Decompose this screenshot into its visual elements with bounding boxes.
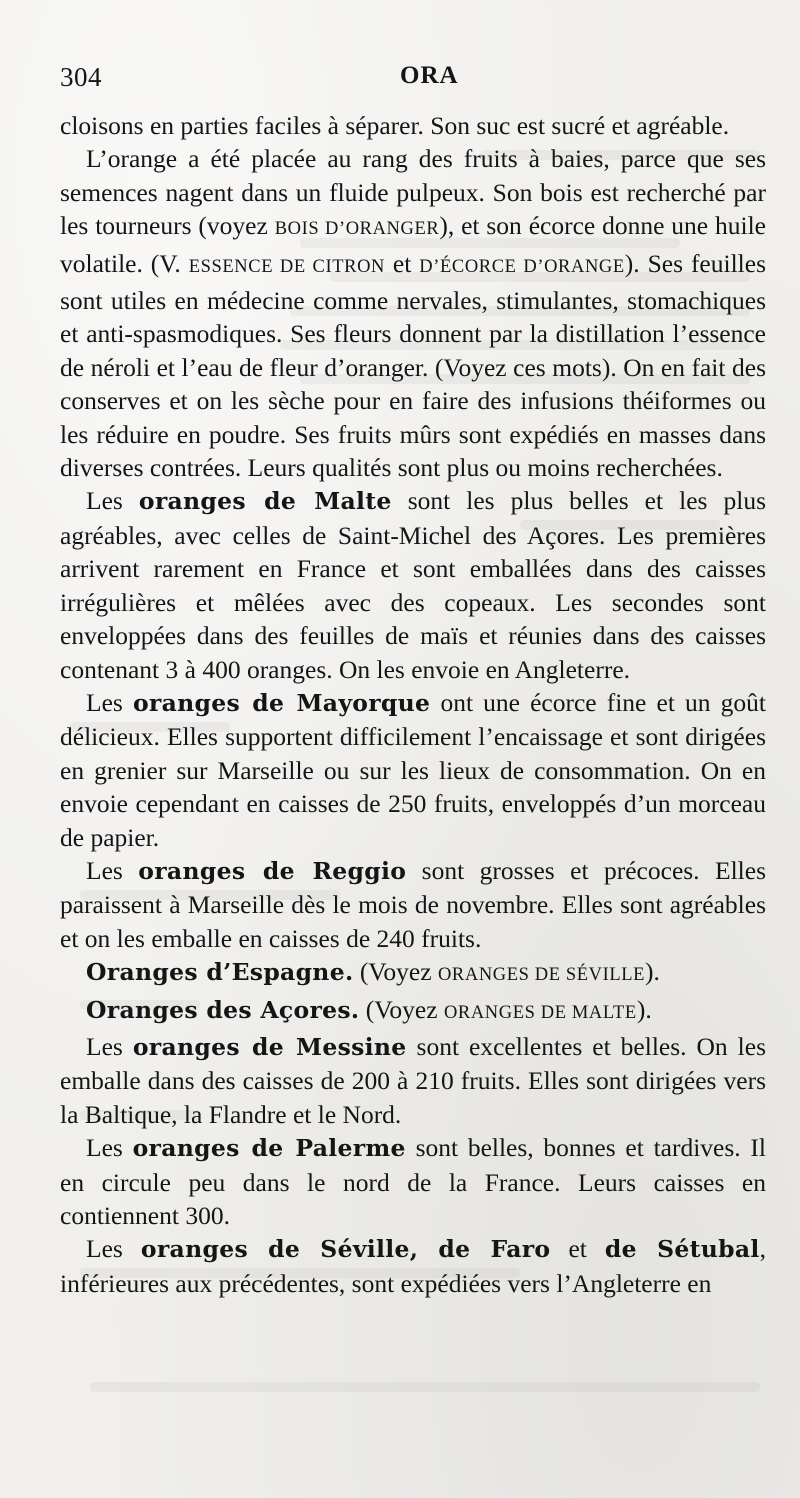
cross-reference: ORANGES DE SÉVILLE bbox=[437, 965, 646, 986]
text-run: sont excellentes et belles. On les emballe dans des caisses de 200 à 210 fruits. Elles sont dirigées vers la Baltique, la Flandre et le Nord. bbox=[60, 1031, 766, 1129]
text-run: et bbox=[550, 1234, 605, 1264]
cross-reference: D’ÉCORCE D’ORANGE bbox=[419, 256, 625, 277]
product-heading: oranges de Mayorque bbox=[132, 688, 431, 717]
text-run: Les bbox=[86, 1031, 133, 1061]
paragraph bbox=[60, 1030, 766, 1131]
text-run: ). bbox=[645, 957, 660, 987]
text-run: (Voyez bbox=[359, 994, 444, 1024]
text-run: sont grosses et précoces. Elles paraissent à Marseille dès le mois de novembre. Elles sont agréables et on les emballe en caisses de 240 fruits. bbox=[60, 855, 766, 953]
text-run: sont belles, bonnes et tardives. Il en circule peu dans le nord de la France. Leurs caisses en contiennent 300. bbox=[60, 1133, 766, 1230]
paragraph bbox=[60, 1131, 766, 1232]
text-run: Les bbox=[86, 486, 139, 516]
running-title: ORA bbox=[400, 62, 459, 89]
cross-reference: ESSENCE DE CITRON bbox=[188, 256, 385, 277]
text-run: ), et son écorce donne une huile volatile. (V. bbox=[60, 211, 766, 278]
cross-reference: ORANGES DE MALTE bbox=[443, 1002, 637, 1023]
page-number: 304 bbox=[60, 62, 102, 92]
paragraph bbox=[60, 993, 766, 1030]
paragraph bbox=[60, 484, 766, 685]
product-heading: oranges de Reggio bbox=[138, 856, 407, 885]
body-text bbox=[60, 109, 766, 1300]
paragraph bbox=[60, 1232, 766, 1300]
product-heading: oranges de Palerme bbox=[132, 1134, 406, 1163]
text-run: ont une écorce fine et un goût délicieux. Elles supportent difficilement l’encaissage et sont dirigées en grenier sur Marseille ou sur les lieux de consommation. On en envoie cependant en caisses de 250 fruits, enveloppés d’un morceau de papier. bbox=[60, 687, 766, 852]
product-heading: Oranges des Açores. bbox=[86, 995, 360, 1024]
text-run: cloisons en parties faciles à séparer. Son suc est sucré et agréable. bbox=[60, 111, 730, 140]
text-run: ). bbox=[636, 994, 652, 1024]
running-head bbox=[60, 62, 770, 98]
paragraph bbox=[60, 142, 766, 484]
product-heading: Oranges d’Espagne. bbox=[86, 958, 354, 987]
paragraph bbox=[60, 686, 766, 854]
text-run: Les bbox=[86, 1234, 141, 1264]
paragraph bbox=[60, 955, 766, 992]
text-run: Les bbox=[86, 855, 139, 885]
text-run: et bbox=[385, 248, 420, 278]
product-heading: oranges de Messine bbox=[132, 1032, 407, 1061]
text-run: Les bbox=[86, 1133, 133, 1163]
text-run: L’orange a été placée au rang des fruits à baies, parce que ses semences nagent dans un fluide pulpeux. Son bois est recherché par les tourneurs (voyez bbox=[60, 144, 766, 241]
text-run: (Voyez bbox=[353, 957, 438, 987]
text-run: , inférieures aux précédentes, sont expédiées vers l’Angleterre en bbox=[60, 1234, 766, 1298]
product-heading: oranges de Malte bbox=[138, 487, 392, 516]
product-heading: de Sétubal bbox=[604, 1235, 760, 1264]
text-run: ). Ses feuilles sont utiles en médecine comme nervales, stimulantes, stomachiques et anti-spasmodiques. Ses fleurs donnent par la distillation l’essence de néroli et l’eau de fleur d’oranger. (Voyez ces mots). On en fait des conserves et on les sèche pour en faire des infusions théiformes ou les réduire en poudre. Ses fruits mûrs sont expédiés en masses dans diverses contrées. Leurs qualités sont plus ou moins recherchées. bbox=[60, 248, 766, 483]
text-run: Les bbox=[86, 687, 133, 717]
text-run: sont les plus belles et les plus agréables, avec celles de Saint-Michel des Açores. Les premières arrivent rarement en France et sont emballées dans des caisses irrégulières et mêlées avec des copeaux. Les secondes sont enveloppées dans des feuilles de maïs et réunies dans des caisses contenant 3 à 400 oranges. On les envoie en Angleterre. bbox=[60, 486, 766, 684]
paragraph bbox=[60, 854, 766, 955]
product-heading: oranges de Séville, de Faro bbox=[140, 1235, 551, 1264]
paragraph bbox=[60, 109, 766, 142]
cross-reference: BOIS D’ORANGER bbox=[274, 219, 440, 240]
